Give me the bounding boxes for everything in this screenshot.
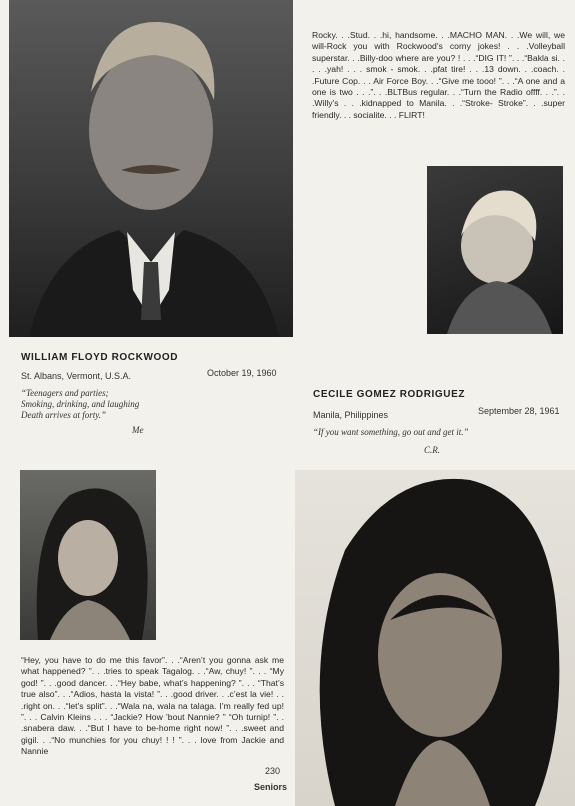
portrait-silhouette-rodriguez — [295, 470, 575, 806]
portrait-photo-rockwood — [9, 0, 293, 337]
quote-author-rockwood: Me — [132, 425, 144, 435]
senior-name-rockwood: WILLIAM FLOYD ROCKWOOD — [21, 352, 179, 363]
candid-silhouette — [427, 166, 563, 334]
section-label: Seniors — [254, 782, 288, 792]
page-number: 230 — [265, 766, 281, 776]
portrait-silhouette-rockwood — [9, 0, 293, 337]
hometown-rodriguez: Manila, Philippines — [313, 410, 389, 420]
candid-photo-rockwood — [427, 166, 563, 334]
birthdate-rodriguez: September 28, 1961 — [478, 406, 560, 416]
senior-quote-rodriguez — [313, 427, 563, 438]
candid-photo-rodriguez — [20, 470, 156, 640]
quote-author-rodriguez: C.R. — [424, 445, 441, 455]
senior-quote-rockwood — [21, 388, 201, 421]
senior-name-rodriguez: CECILE GOMEZ RODRIGUEZ — [313, 389, 466, 400]
portrait-photo-rodriguez — [295, 470, 575, 806]
quote-line: “If you want something, go out and get it.” — [313, 427, 469, 437]
quote-line: Death arrives at forty.” — [21, 410, 106, 420]
quote-line: Smoking, drinking, and laughing — [21, 399, 140, 409]
senior-blurb-rodriguez: “Hey, you have to do me this favor”. . .“Aren’t you gonna ask me what happened? ”. . .tries to speak Tagalog. . .“Aw, chuy! ”. . . “My god! ”. . .good dancer. . .“Hey babe, what’s happening? ”. . . “That’s true also”. . .“Adios, hasta la vista! ”. . .good driver. . .c’est la vie! . . .right on. . .“let’s split”. . .“Wala na, wala na talaga. I’m really fed up! ”. . . Calvin Kleins . . . “Jackie? How ’bout Nannie? ” “Oh turnip! ”. . .snabera daw. . .“But I have to be-home right now! ”. . .sweet and gigil. . .“No munchies for you chuy! ! ! ”. . . love from Jackie and Nannie — [21, 655, 284, 757]
hometown-rockwood: St. Albans, Vermont, U.S.A. — [21, 371, 132, 381]
quote-line: “Teenagers and parties; — [21, 388, 109, 398]
senior-blurb-rockwood: Rocky. . .Stud. . .hi, handsome. . .MACHO MAN. . .We will, we will-Rock you with Rockwood’s corny jokes! . . .Volleyball superstar. . .Billy-doo where are you? ! . . .“DIG IT! ”. . .“Bakla si. . . . .yah! . . . smok - smok. . .pfat tire! . . .13 down. . .coach. . .Future Cop. . . Air Force Boy. . .“Give me tooo! ”. . .“A one and a one is two . . .”. . .BLTBus regular. . .“Turn the Radio offff. . .”. . .Willy’s . . .kidnapped to Manila. . .“Stroke- Stroke”. . .super friendly. . . socialite. . . FLIRT! — [312, 30, 565, 120]
birthdate-rockwood: October 19, 1960 — [207, 368, 277, 378]
candid-silhouette-rodriguez — [20, 470, 156, 640]
